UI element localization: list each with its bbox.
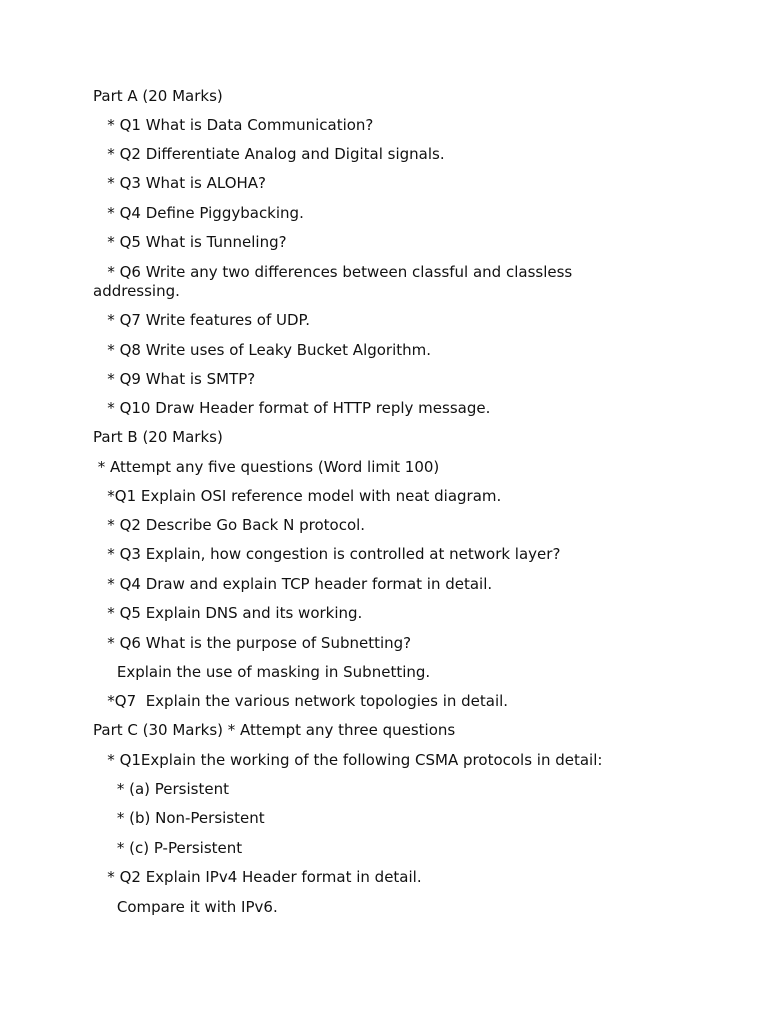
part-b-question: * Q6 What is the purpose of Subnetting? (93, 634, 412, 652)
part-c-question: * Q2 Explain IPv4 Header format in detail. (93, 868, 422, 886)
part-b-question: * Q3 Explain, how congestion is controlled at network layer? (93, 545, 561, 563)
part-a-question: * Q10 Draw Header format of HTTP reply message. (93, 399, 491, 417)
part-a-question: * Q9 What is SMTP? (93, 370, 256, 388)
part-b-question: *Q1 Explain OSI reference model with neat diagram. (93, 487, 502, 505)
part-a-question: * Q5 What is Tunneling? (93, 233, 287, 251)
part-a-question: * Q7 Write features of UDP. (93, 311, 311, 329)
part-b-question-continuation: Explain the use of masking in Subnetting. (93, 663, 431, 681)
part-c-question: * Q1Explain the working of the following CSMA protocols in detail: (93, 751, 603, 769)
part-b-question: * Q4 Draw and explain TCP header format in detail. (93, 575, 493, 593)
part-a-question: * Q8 Write uses of Leaky Bucket Algorithm. (93, 341, 432, 359)
part-b-heading: Part B (20 Marks) (93, 428, 223, 446)
part-a-question: * Q1 What is Data Communication? (93, 116, 374, 134)
part-b-question: * Q2 Describe Go Back N protocol. (93, 516, 366, 534)
part-c-heading: Part C (30 Marks) * Attempt any three questions (93, 721, 456, 739)
part-a-question: * Q3 What is ALOHA? (93, 174, 267, 192)
part-b-question: * Q5 Explain DNS and its working. (93, 604, 363, 622)
part-b-instruction: * Attempt any five questions (Word limit 100) (93, 458, 440, 476)
part-c-subitem: * (a) Persistent (93, 780, 229, 798)
part-b-question: *Q7 Explain the various network topologies in detail. (93, 692, 509, 710)
part-c-subitem: * (b) Non-Persistent (93, 809, 265, 827)
part-a-question: * Q6 Write any two differences between classful and classless addressing. (93, 263, 578, 300)
part-c-question-continuation: Compare it with IPv6. (93, 898, 278, 916)
part-a-question: * Q2 Differentiate Analog and Digital signals. (93, 145, 445, 163)
part-a-question: * Q4 Define Piggybacking. (93, 204, 304, 222)
part-a-heading: Part A (20 Marks) (93, 87, 223, 105)
part-c-subitem: * (c) P-Persistent (93, 839, 243, 857)
